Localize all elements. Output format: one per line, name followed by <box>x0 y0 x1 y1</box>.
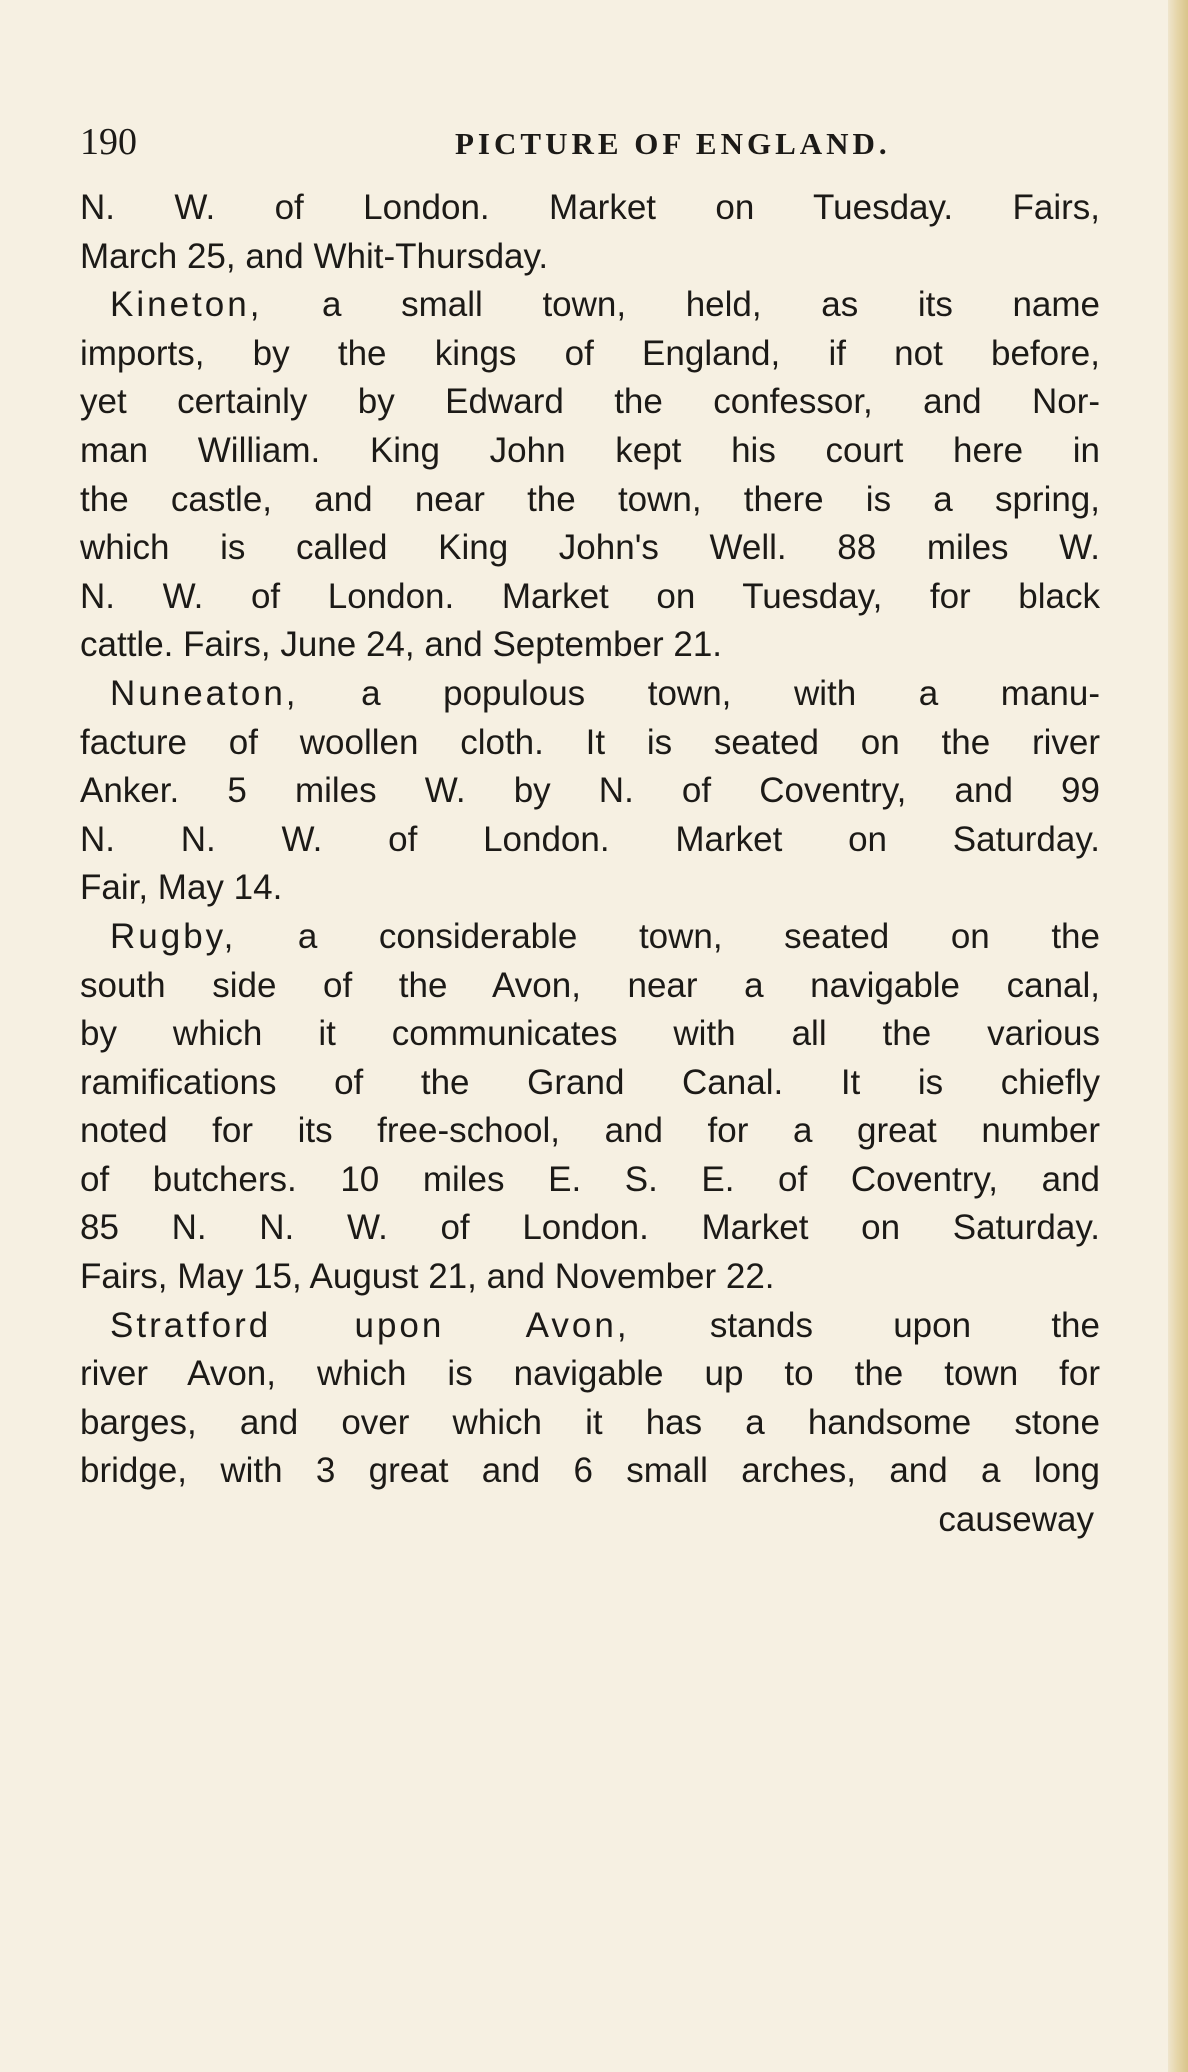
text-line: bridge, with 3 great and 6 small arches, and a long <box>80 1451 1100 1491</box>
text-line: yet certainly by Edward the confessor, and Nor- <box>80 382 1100 422</box>
place-name: Kineton, <box>110 285 263 325</box>
text-line: N. N. W. of London. Market on Saturday. <box>80 819 1100 859</box>
text-line: noted for its free-school, and for a great number <box>80 1111 1100 1151</box>
page-edge-shadow <box>1168 0 1188 2072</box>
entry-nuneaton: Nuneaton, a populous town, with a manu- <box>110 673 1100 713</box>
text-line: N. W. of London. Market on Tuesday, for black <box>80 576 1100 616</box>
text-line: which is called King John's Well. 88 miles W. <box>80 528 1100 568</box>
text-line: by which it communicates with all the various <box>80 1014 1100 1054</box>
text-line: N. W. of London. Market on Tuesday. Fairs, <box>80 188 1100 227</box>
place-name: Rugby, <box>110 916 237 956</box>
running-title: PICTURE OF ENGLAND. <box>455 126 891 161</box>
text-line: facture of woollen cloth. It is seated on the river <box>80 722 1100 762</box>
entry-stratford-upon-avon: Stratford upon Avon, stands upon the <box>110 1305 1100 1345</box>
text-line: March 25, and Whit-Thursday. <box>80 236 549 276</box>
text-line: 85 N. N. W. of London. Market on Saturday. <box>80 1208 1100 1248</box>
text-line: river Avon, which is navigable up to the town for <box>80 1354 1100 1394</box>
text-line: man William. King John kept his court here in <box>80 430 1100 470</box>
entry-kineton: Kineton, a small town, held, as its name <box>110 285 1100 325</box>
text-line: the castle, and near the town, there is a spring, <box>80 479 1100 519</box>
entry-rugby: Rugby, a considerable town, seated on the <box>110 916 1100 956</box>
text-line: Fairs, May 15, August 21, and November 22. <box>80 1257 775 1297</box>
text-line: Anker. 5 miles W. by N. of Coventry, and 99 <box>80 771 1100 811</box>
catchword: causeway <box>938 1500 1094 1540</box>
page-number: 190 <box>80 121 137 163</box>
place-name: Nuneaton, <box>110 673 299 713</box>
running-head <box>80 118 1100 168</box>
body-text <box>80 184 1100 1545</box>
place-name: Stratford upon Avon, <box>110 1305 630 1345</box>
text-line: cattle. Fairs, June 24, and September 21. <box>80 625 723 665</box>
text-line: of butchers. 10 miles E. S. E. of Coventry, and <box>80 1159 1100 1199</box>
text-line: ramifications of the Grand Canal. It is chiefly <box>80 1062 1100 1102</box>
text-line: south side of the Avon, near a navigable canal, <box>80 965 1100 1005</box>
text-line: Fair, May 14. <box>80 868 283 908</box>
text-line: imports, by the kings of England, if not before, <box>80 333 1100 373</box>
text-line: barges, and over which it has a handsome stone <box>80 1402 1100 1442</box>
